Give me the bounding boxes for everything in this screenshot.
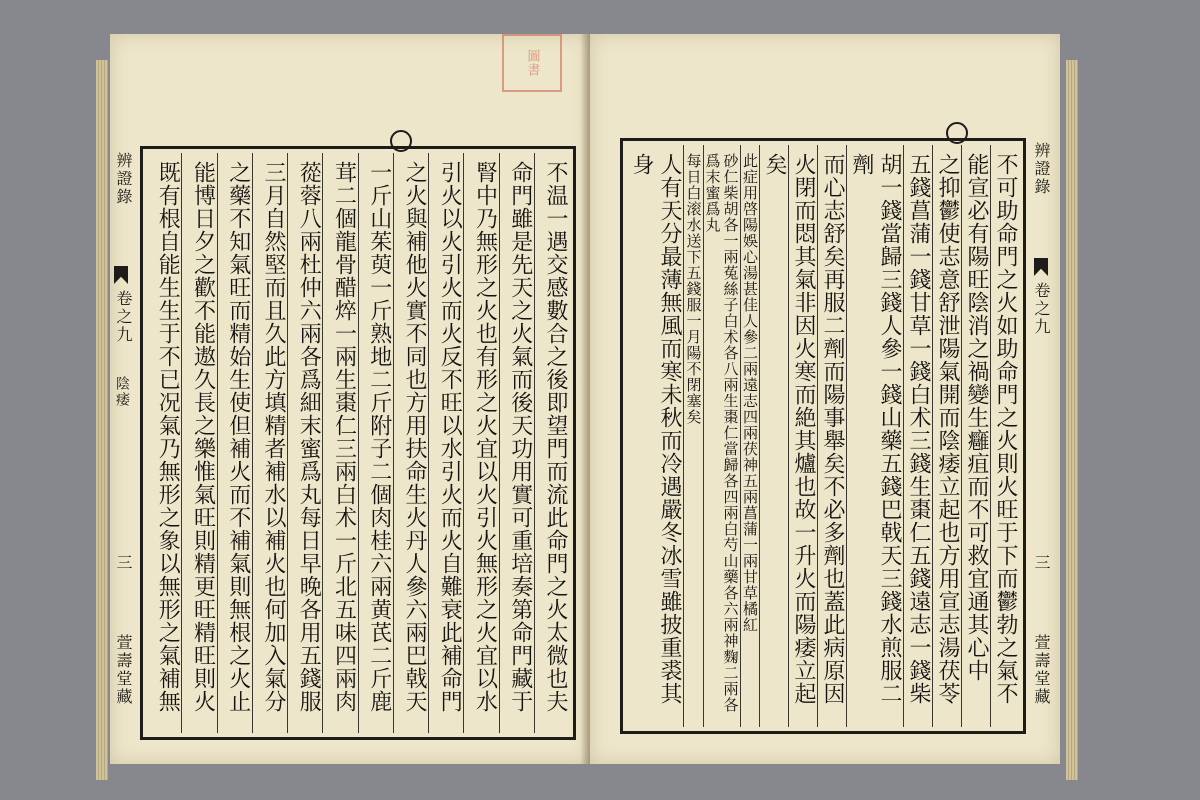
right-column: 五錢菖蒲一錢甘草一錢白术三錢生棗仁五錢遠志一錢柴 [903, 145, 932, 727]
left-column: 既有根自能生生于不已况氣乃無形之象以無形之氣補無 [155, 161, 181, 713]
left-text-frame [140, 146, 576, 740]
right-column: 不可助命門之火如助命門之火則火旺于下而鬱勃之氣不 [990, 145, 1019, 727]
left-margin-title: 辨證錄 [114, 152, 133, 206]
fish-tail-mark [114, 266, 128, 284]
left-column: 之藥不知氣旺而精始生使但補火而不補氣則無根之火止 [217, 153, 252, 733]
right-column: 而心志舒矣再服二劑而陽事舉矣不必多劑也蓋此病原因 [817, 145, 846, 727]
left-column: 引火以火引火而火反不旺以水引火而火自難衰此補命門 [428, 153, 463, 733]
left-margin-volume: 卷之九 [114, 290, 133, 344]
right-column: 之抑鬱使志意舒泄陽氣開而陰痿立起也方用宣志湯茯苓 [932, 145, 961, 727]
right-column-annotation: 每日白滚水送下五錢服一月陽不閉塞矣 [683, 145, 703, 727]
open-book [96, 26, 1082, 774]
left-column: 茸二個龍骨醋焠一兩生棗仁三兩白术一斤北五味四兩肉 [322, 153, 357, 733]
left-page-stack [96, 60, 108, 780]
fish-tail-mark [1034, 258, 1048, 276]
left-margin-publisher: 萱壽堂藏 [114, 634, 133, 706]
left-column: 之火與補他火實不同也方用扶命生火丹人參六兩巴戟天 [393, 153, 428, 733]
left-column: 不温一遇交感數合之後即望門而流此命門之火太微也夫 [534, 153, 569, 733]
right-margin-volume: 卷之九 [1032, 282, 1051, 336]
right-column: 矣 [759, 145, 788, 727]
right-column-annotation: 砂仁柴胡各一兩菟絲子白术各八兩生棗仁當歸各四兩白芍山藥各六兩神麴二兩各爲末蜜爲丸 [703, 145, 740, 727]
left-margin-section: 陰痿 [114, 376, 130, 408]
right-columns [627, 145, 1019, 727]
right-column: 火閉而悶其氣非因火寒而絶其爐也故一升火而陽痿立起 [788, 145, 817, 727]
right-margin-folio: 三 [1032, 554, 1051, 572]
left-column: 能博日夕之歡不能遨久長之樂惟氣旺則精更旺精旺則火 [181, 153, 216, 733]
left-page [110, 34, 590, 764]
left-margin-folio: 三 [114, 554, 133, 572]
right-column: 人有天分最薄無風而寒未秋而冷遇嚴冬冰雪雖披重裘其身 [629, 153, 682, 705]
right-page [590, 34, 1060, 764]
right-column: 胡一錢當歸三錢人參一錢山藥五錢巴戟天三錢水煎服二劑 [846, 145, 903, 727]
right-column: 能宣必有陽旺陰消之禍變生癰疽而不可救宜通其心中 [961, 145, 990, 727]
seal-text: 圖書 [524, 49, 540, 77]
right-column-annotation: 此症用啓陽娛心湯甚佳人參二兩遠志四兩茯神五兩菖蒲一兩甘草橘紅 [740, 145, 760, 727]
left-column: 腎中乃無形之火也有形之火宜以火引火無形之火宜以水 [463, 153, 498, 733]
left-columns [147, 153, 569, 733]
right-text-frame [620, 138, 1026, 734]
red-seal-stamp [502, 34, 562, 92]
left-column: 蓯蓉八兩杜仲六兩各爲細末蜜爲丸每日早晚各用五錢服 [287, 153, 322, 733]
left-column: 一斤山茱萸一斤熟地二斤附子二個肉桂六兩黄芪二斤鹿 [358, 153, 393, 733]
right-margin-publisher: 萱壽堂藏 [1032, 634, 1051, 706]
left-column: 命門雖是先天之火氣而後天功用實可重培奏第命門藏于 [499, 153, 534, 733]
right-margin-title: 辨證錄 [1032, 142, 1051, 196]
right-page-stack [1066, 60, 1078, 780]
left-column: 三月自然堅而且久此方填精者補水以補火也何加入氣分 [252, 153, 287, 733]
